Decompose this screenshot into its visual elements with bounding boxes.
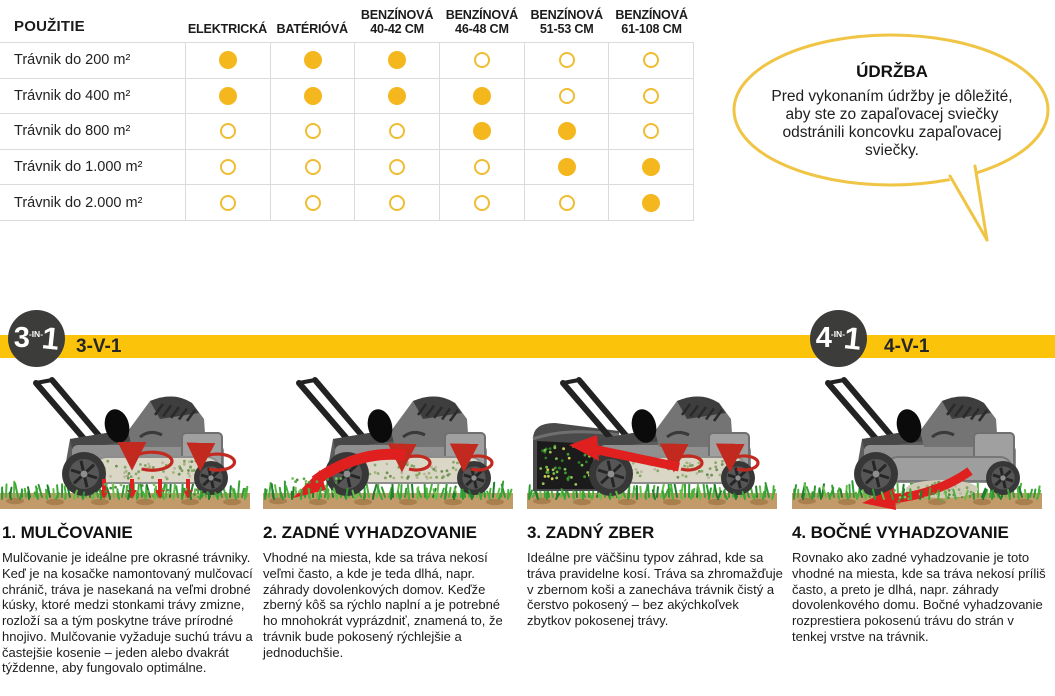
dot-filled-icon: [388, 87, 406, 105]
section-body: Vhodné na miesta, kde sa tráva nekosí veľmi často, a kde je teda dlhá, napr. záhrady dovolenkových domov. Keďže zberný kôš sa rýchlo naplní a je potrebné ho mnohokrát vyprázdniť, znamená to, že trávnik bude pokosený rýchlejšie a jednoduchšie.: [263, 550, 503, 660]
dot-filled-icon: [304, 87, 322, 105]
table-cell: [185, 114, 270, 149]
dot-empty-icon: [220, 195, 236, 211]
table-cell: [354, 43, 439, 78]
banner-label-3v1: 3-V-1: [76, 336, 122, 357]
table-cell: [270, 114, 355, 149]
table-cell: [270, 43, 355, 78]
dot-filled-icon: [304, 51, 322, 69]
table-cell: [270, 79, 355, 114]
table-cell: [354, 79, 439, 114]
section-body: Rovnako ako zadné vyhadzovanie je toto vhodné na miesta, kde sa tráva nekosí príliš často, a preto je dlhá, napr. záhrady dovolenkového domu. Bočné vyhadzovanie rozprestiera pokosenú trávu do strán v tenkej vrstve na trávnik.: [792, 550, 1046, 644]
dot-filled-icon: [558, 122, 576, 140]
dot-empty-icon: [559, 88, 575, 104]
column-header: ELEKTRICKÁ: [187, 21, 267, 36]
section-body: Ideálne pre väčšinu typov záhrad, kde sa tráva pravidelne kosí. Tráva sa zhromažďuje v zbernom koši a zanecháva trávnik čistý a čerstvo pokosený – bez akýchkoľvek zbytkov pokosenej trávy.: [527, 550, 783, 629]
dot-empty-icon: [305, 159, 321, 175]
dot-filled-icon: [388, 51, 406, 69]
table-row: [0, 113, 694, 149]
table-cell: [354, 114, 439, 149]
badge-infix: -IN-: [28, 328, 44, 339]
table-cell: [439, 114, 524, 149]
dot-filled-icon: [219, 51, 237, 69]
dot-empty-icon: [474, 159, 490, 175]
table-header-pouzitie: POUŽITIE: [14, 18, 85, 35]
maintenance-bubble: [758, 62, 1026, 161]
section-rear-collection: [527, 523, 785, 629]
section-body: Mulčovanie je ideálne pre okrasné trávniky. Keď je na kosačke namontovaný mulčovací chránič, tráva je nasekaná na veľmi drobné kúsky, ktoré medzi stonkami trávy zmizne, rozloží sa a tým poskytne tráve prírodné hnojivo. Mulčovanie vyžaduje suchú trávu a častejšie kosenie – jeden alebo dvakrát týždenne, aby fungovalo optimálne.: [2, 550, 253, 676]
badge-number: 3: [13, 322, 30, 354]
rear-collection-mower-icon: [527, 377, 777, 511]
column-header: BENZÍNOVÁ 46-48 CM: [445, 7, 519, 36]
table-cell: [524, 43, 609, 78]
4-in-1-badge-icon: [810, 310, 867, 367]
dot-filled-icon: [558, 158, 576, 176]
table-row: [0, 184, 694, 221]
banner-label-4v1: 4-V-1: [884, 336, 930, 357]
badge-number: 1: [40, 320, 62, 357]
dot-empty-icon: [643, 123, 659, 139]
table-cell: [524, 79, 609, 114]
mulching-mower-icon: [0, 377, 250, 511]
dot-filled-icon: [473, 87, 491, 105]
section-side-discharge: [792, 523, 1052, 645]
column-header: BATÉRIÓVÁ: [276, 21, 348, 36]
row-label: Trávnik do 200 m²: [14, 52, 131, 69]
table-cell: [270, 150, 355, 185]
dot-empty-icon: [559, 195, 575, 211]
dot-empty-icon: [474, 195, 490, 211]
dot-filled-icon: [473, 122, 491, 140]
rear-discharge-mower-icon: [263, 377, 513, 511]
dot-empty-icon: [389, 159, 405, 175]
table-row: [0, 78, 694, 114]
row-label: Trávnik do 400 m²: [14, 87, 131, 104]
side-discharge-mower-icon: [792, 377, 1042, 511]
table-cell: [524, 150, 609, 185]
table-cell: [439, 79, 524, 114]
dot-empty-icon: [643, 52, 659, 68]
table-cell: [608, 150, 694, 185]
table-cell: [524, 185, 609, 220]
table-cell: [439, 185, 524, 220]
section-mulching: [2, 523, 254, 676]
usage-table: [0, 6, 694, 221]
row-label: Trávnik do 1.000 m²: [14, 159, 143, 176]
row-label: Trávnik do 800 m²: [14, 123, 131, 140]
table-cell: [270, 185, 355, 220]
dot-empty-icon: [220, 159, 236, 175]
dot-empty-icon: [389, 195, 405, 211]
section-heading: 3. ZADNÝ ZBER: [527, 523, 655, 542]
column-header: BENZÍNOVÁ 51-53 CM: [530, 7, 603, 36]
badge-infix: -IN-: [830, 328, 846, 339]
maintenance-text: Pred vykonaním údržby je dôležité, aby ste zo zapaľovacej sviečky odstránili koncovku zapaľovacej sviečky.: [771, 88, 1013, 160]
table-cell: [185, 79, 270, 114]
table-cell: [524, 114, 609, 149]
dot-filled-icon: [642, 158, 660, 176]
table-cell: [354, 185, 439, 220]
row-label: Trávnik do 2.000 m²: [14, 194, 143, 211]
dot-empty-icon: [389, 123, 405, 139]
dot-empty-icon: [305, 195, 321, 211]
dot-empty-icon: [559, 52, 575, 68]
badge-number: 4: [815, 322, 832, 354]
dot-filled-icon: [642, 194, 660, 212]
table-cell: [185, 43, 270, 78]
table-row: [0, 42, 694, 78]
table-cell: [608, 79, 694, 114]
table-cell: [608, 185, 694, 220]
section-heading: 2. ZADNÉ VYHADZOVANIE: [263, 523, 477, 542]
3-in-1-badge-icon: [8, 310, 65, 367]
maintenance-title: ÚDRŽBA: [856, 62, 928, 81]
dot-empty-icon: [474, 52, 490, 68]
table-cell: [185, 150, 270, 185]
section-rear-discharge: [263, 523, 517, 660]
column-header: BENZÍNOVÁ 61-108 CM: [615, 7, 688, 36]
table-cell: [608, 114, 694, 149]
table-cell: [439, 150, 524, 185]
table-row: [0, 149, 694, 185]
table-cell: [439, 43, 524, 78]
column-header: BENZÍNOVÁ 40-42 CM: [360, 7, 434, 36]
dot-empty-icon: [220, 123, 236, 139]
table-header-row: [0, 6, 694, 42]
table-cell: [185, 185, 270, 220]
dot-filled-icon: [219, 87, 237, 105]
section-heading: 1. MULČOVANIE: [2, 523, 133, 542]
table-cell: [608, 43, 694, 78]
table-cell: [354, 150, 439, 185]
dot-empty-icon: [643, 88, 659, 104]
section-heading: 4. BOČNÉ VYHADZOVANIE: [792, 523, 1009, 542]
badge-number: 1: [842, 320, 864, 357]
dot-empty-icon: [305, 123, 321, 139]
